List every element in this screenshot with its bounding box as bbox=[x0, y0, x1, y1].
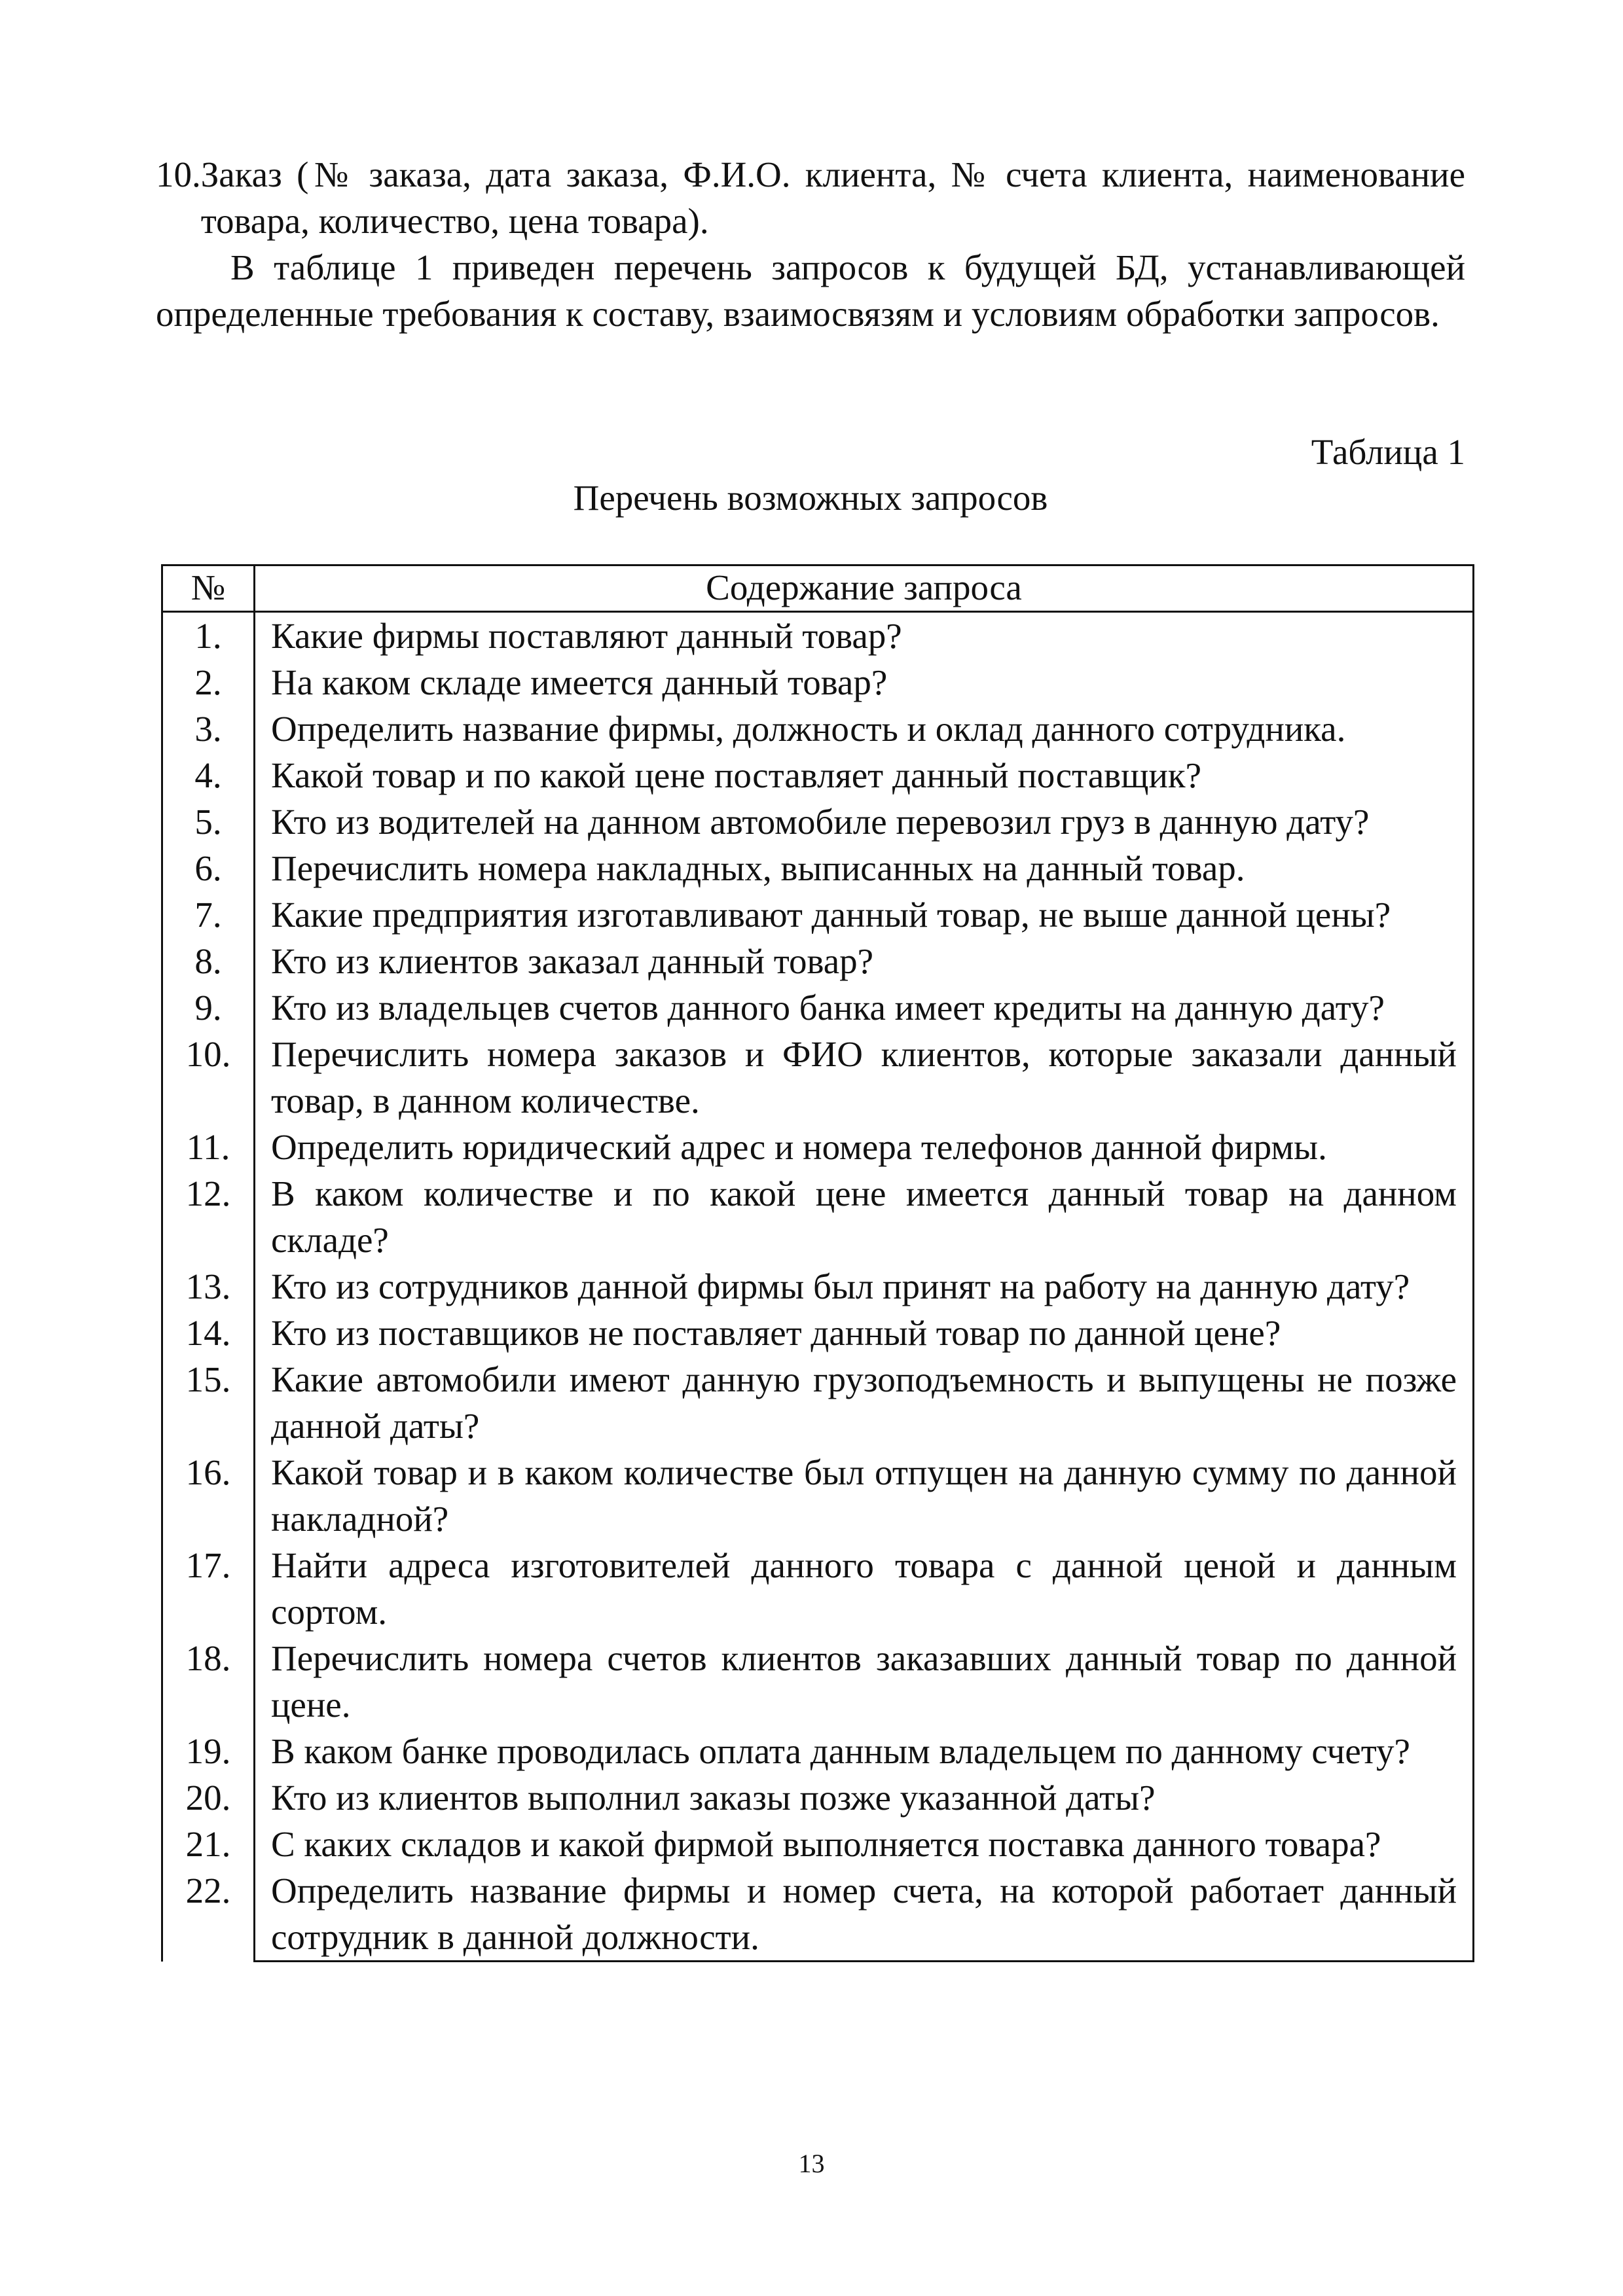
row-number: 1. bbox=[162, 612, 255, 660]
row-text: Кто из клиентов заказал данный товар? bbox=[255, 938, 1474, 984]
table-row bbox=[162, 1310, 1474, 1356]
table-row bbox=[162, 1867, 1474, 1962]
table-row bbox=[162, 1170, 1474, 1263]
table-row bbox=[162, 984, 1474, 1031]
header-content: Содержание запроса bbox=[255, 565, 1474, 612]
row-text: Кто из поставщиков не поставляет данный товар по данной цене? bbox=[255, 1310, 1474, 1356]
page-number: 13 bbox=[798, 2149, 825, 2178]
row-text: Какие предприятия изготавливают данный товар, не выше данной цены? bbox=[255, 891, 1474, 938]
row-text: Кто из владельцев счетов данного банка имеет кредиты на данную дату? bbox=[255, 984, 1474, 1031]
row-text: Какой товар и по какой цене поставляет данный поставщик? bbox=[255, 752, 1474, 798]
row-text: В каком банке проводилась оплата данным владельцем по данному счету? bbox=[255, 1728, 1474, 1774]
row-number: 18. bbox=[162, 1635, 255, 1728]
row-text: В каком количестве и по какой цене имеется данный товар на данном складе? bbox=[255, 1170, 1474, 1263]
row-number: 14. bbox=[162, 1310, 255, 1356]
table-row bbox=[162, 1728, 1474, 1774]
table-row bbox=[162, 1124, 1474, 1170]
table-body bbox=[162, 612, 1474, 1962]
table-caption: Таблица 1 bbox=[1311, 432, 1465, 472]
row-number: 20. bbox=[162, 1774, 255, 1821]
row-number: 2. bbox=[162, 659, 255, 706]
row-text: Найти адреса изготовителей данного товара с данной ценой и данным сортом. bbox=[255, 1542, 1474, 1635]
row-text: Какие автомобили имеют данную грузоподъемность и выпущены не позже данной даты? bbox=[255, 1356, 1474, 1449]
row-text: С каких складов и какой фирмой выполняется поставка данного товара? bbox=[255, 1821, 1474, 1867]
row-text: Определить юридический адрес и номера телефонов данной фирмы. bbox=[255, 1124, 1474, 1170]
row-text: Перечислить номера накладных, выписанных на данный товар. bbox=[255, 845, 1474, 891]
table-header-row bbox=[162, 565, 1474, 612]
row-text: Перечислить номера заказов и ФИО клиентов, которые заказали данный товар, в данном количестве. bbox=[255, 1031, 1474, 1124]
list-item-text: Заказ (№ заказа, дата заказа, Ф.И.О. клиента, № счета клиента, наименование товара, количество, цена товара). bbox=[200, 154, 1465, 241]
intro-paragraph: В таблице 1 приведен перечень запросов к будущей БД, устанавливающей определенные требования к составу, взаимосвязям и условиям обработки запросов. bbox=[156, 247, 1465, 334]
row-text: Перечислить номера счетов клиентов заказавших данный товар по данной цене. bbox=[255, 1635, 1474, 1728]
row-number: 12. bbox=[162, 1170, 255, 1263]
row-number: 15. bbox=[162, 1356, 255, 1449]
queries-table bbox=[161, 564, 1474, 1962]
table-row bbox=[162, 798, 1474, 845]
row-text: Кто из водителей на данном автомобиле перевозил груз в данную дату? bbox=[255, 798, 1474, 845]
row-number: 11. bbox=[162, 1124, 255, 1170]
list-item-number: 10. bbox=[156, 154, 201, 194]
table-row bbox=[162, 1542, 1474, 1635]
table-row bbox=[162, 1449, 1474, 1542]
table-row bbox=[162, 1821, 1474, 1867]
table-row bbox=[162, 1635, 1474, 1728]
row-number: 21. bbox=[162, 1821, 255, 1867]
row-number: 13. bbox=[162, 1263, 255, 1310]
list-item-10 bbox=[156, 151, 1465, 244]
row-number: 16. bbox=[162, 1449, 255, 1542]
row-number: 3. bbox=[162, 706, 255, 752]
row-number: 7. bbox=[162, 891, 255, 938]
row-number: 6. bbox=[162, 845, 255, 891]
table-row bbox=[162, 752, 1474, 798]
row-text: Определить название фирмы, должность и оклад данного сотрудника. bbox=[255, 706, 1474, 752]
table-row bbox=[162, 706, 1474, 752]
table-row bbox=[162, 1263, 1474, 1310]
row-text: На каком складе имеется данный товар? bbox=[255, 659, 1474, 706]
row-number: 19. bbox=[162, 1728, 255, 1774]
table-row bbox=[162, 938, 1474, 984]
table-title: Перечень возможных запросов bbox=[573, 478, 1048, 518]
header-number: № bbox=[162, 565, 255, 612]
table-row bbox=[162, 659, 1474, 706]
table-row bbox=[162, 612, 1474, 660]
row-number: 4. bbox=[162, 752, 255, 798]
row-text: Какие фирмы поставляют данный товар? bbox=[255, 612, 1474, 660]
row-text: Какой товар и в каком количестве был отпущен на данную сумму по данной накладной? bbox=[255, 1449, 1474, 1542]
table-row bbox=[162, 845, 1474, 891]
row-number: 22. bbox=[162, 1867, 255, 1962]
table-row bbox=[162, 1774, 1474, 1821]
row-text: Кто из клиентов выполнил заказы позже указанной даты? bbox=[255, 1774, 1474, 1821]
row-text: Кто из сотрудников данной фирмы был принят на работу на данную дату? bbox=[255, 1263, 1474, 1310]
row-number: 5. bbox=[162, 798, 255, 845]
row-text: Определить название фирмы и номер счета, на которой работает данный сотрудник в данной должности. bbox=[255, 1867, 1474, 1962]
row-number: 10. bbox=[162, 1031, 255, 1124]
table-row bbox=[162, 891, 1474, 938]
row-number: 17. bbox=[162, 1542, 255, 1635]
intro-section bbox=[156, 151, 1465, 337]
row-number: 9. bbox=[162, 984, 255, 1031]
table-row bbox=[162, 1031, 1474, 1124]
row-number: 8. bbox=[162, 938, 255, 984]
table-row bbox=[162, 1356, 1474, 1449]
